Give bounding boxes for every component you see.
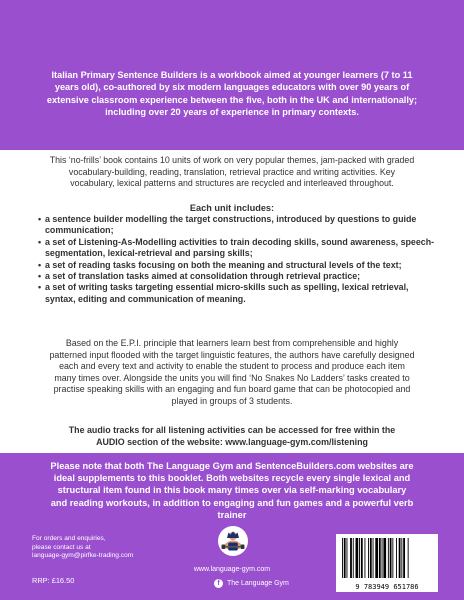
epi-paragraph: Based on the E.P.I. principle that learners learn best from comprehensible and highly patterned input flooded with the target linguistic features, the authors have carefully designed each and every text and activity to enable the student to process and produce each item many times over. Alongside the units you will find ‘No Snakes No Ladders’ tasks created to practise speaking skills with an engaging and fun board game that can be photocopied and played in groups of 3 students.	[49, 338, 415, 406]
unit-list	[38, 214, 438, 305]
language-gym-logo	[218, 526, 248, 556]
list-item: • a sentence builder modelling the target constructions, introduced by questions to guide communication;	[38, 214, 438, 237]
facebook-icon: f	[214, 579, 223, 588]
websites-paragraph: Please note that both The Language Gym and SentenceBuilders.com websites are ideal supplements to this booklet. Both websites recycle every single lexical and structural item found in this book many times over via self-marking vocabulary and reading workouts, in addition to engaging and fun games and a powerful verb trainer	[50, 461, 414, 520]
list-item: • a set of writing tasks targeting essential micro-skills such as spelling, lexical retrieval, syntax, editing and communication of meaning.	[38, 282, 438, 305]
description-paragraph: This ‘no-frills’ book contains 10 units of work on very popular themes, jam-packed with graded vocabulary-building, reading, translation, retrieval practice and writing activities. Key vocabulary, lexical patterns and structures are recycled and interleaved throughout.	[49, 155, 415, 189]
barcode-bars	[336, 534, 438, 580]
barcode-number: 9 783949 651786	[355, 583, 419, 591]
facebook-label: The Language Gym	[227, 580, 289, 587]
list-item: • a set of Listening-As-Modelling activities to train decoding skills, sound awareness, speech-segmentation, lexical-retrieval and parsing skills;	[38, 237, 438, 260]
barcode	[336, 534, 438, 592]
intro-paragraph: Italian Primary Sentence Builders is a workbook aimed at younger learners (7 to 11 years old), co-authored by six modern languages educators with over 90 years of extensive classroom experience between the five, both in the UK and internationally; including over 20 years of experience in primary contexts.	[46, 70, 418, 118]
orders-contact	[32, 535, 133, 561]
unit-heading: Each unit includes:	[189, 203, 275, 213]
website-link[interactable]: www.language-gym.com	[193, 566, 271, 573]
price-label: RRP: £16.50	[32, 576, 75, 585]
audio-paragraph: The audio tracks for all listening activities can be accessed for free within the AUDIO section of the website: www.language-gym.com/listening	[68, 425, 396, 447]
list-item: • a set of translation tasks aimed at consolidation through retrieval practice;	[38, 271, 438, 282]
orders-line: For orders and enquiries,	[32, 535, 106, 542]
orders-email[interactable]: language-gym@pirfke-trading.com	[32, 552, 134, 560]
orders-line: please contact us at	[32, 543, 91, 551]
list-item: • a set of reading tasks focusing on both the meaning and structural levels of the text;	[38, 260, 438, 271]
facebook-link[interactable]	[214, 579, 289, 588]
